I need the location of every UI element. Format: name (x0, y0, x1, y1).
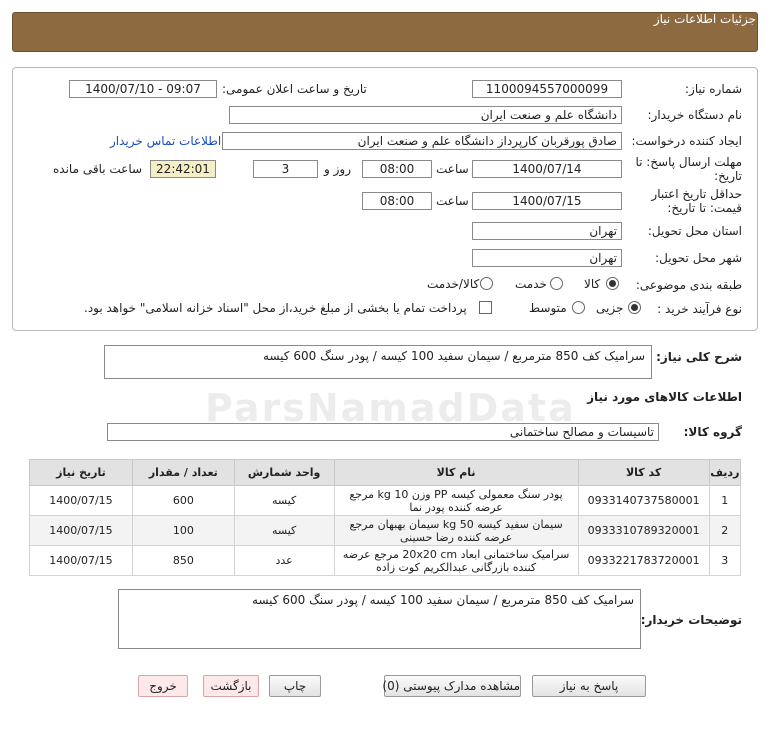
purchase-type-label: نوع فرآیند خرید : (657, 302, 742, 316)
col-header-code: کد کالا (578, 460, 709, 486)
delivery-province-label: استان محل تحویل: (647, 224, 742, 238)
purchase-type-radio-minor[interactable] (628, 301, 641, 314)
cell-name: سرامیک ساختمانی ابعاد 20x20 cm مرجع عرضه کننده بازرگانی عبدالکریم کوت زاده (334, 546, 578, 576)
buyer-org-label: نام دستگاه خریدار: (647, 108, 742, 122)
category-radio-service[interactable] (550, 277, 563, 290)
category-radio-goods-service[interactable] (480, 277, 493, 290)
time-remaining-field: 22:42:01 (150, 160, 216, 178)
days-remaining-field: 3 (253, 160, 318, 178)
cell-row: 3 (709, 546, 740, 576)
days-remaining-label: روز و (324, 162, 351, 176)
cell-qty: 100 (132, 516, 234, 546)
page-title: جزئیات اطلاعات نیاز (653, 12, 756, 26)
price-validity-label: حداقل تاریخ اعتبار قیمت: تا تاریخ: (651, 187, 742, 215)
view-attachments-button[interactable]: مشاهده مدارک پیوستی (0) (384, 675, 521, 697)
price-validity-time-label: ساعت (436, 194, 469, 208)
cell-date: 1400/07/15 (30, 546, 133, 576)
cell-code: 0933140737580001 (578, 486, 709, 516)
delivery-city-label: شهر محل تحویل: (655, 251, 742, 265)
delivery-city-field: تهران (472, 249, 622, 267)
goods-group-field: تاسیسات و مصالح ساختمانی (107, 423, 659, 441)
cell-code: 0933221783720001 (578, 546, 709, 576)
cell-unit: کیسه (234, 516, 334, 546)
category-option-goods: کالا (584, 277, 601, 291)
cell-name: سیمان سفید کیسه 50 kg سیمان بهبهان مرجع عرضه کننده رضا حسینی (334, 516, 578, 546)
cell-row: 2 (709, 516, 740, 546)
table-row (30, 486, 741, 516)
cell-date: 1400/07/15 (30, 486, 133, 516)
buyer-notes-label: توضیحات خریدار: (640, 613, 742, 627)
announce-datetime-label: تاریخ و ساعت اعلان عمومی: (222, 82, 367, 96)
cell-qty: 850 (132, 546, 234, 576)
cell-qty: 600 (132, 486, 234, 516)
purchase-type-option-minor: جزیی (596, 301, 624, 315)
col-header-row: ردیف (709, 460, 740, 486)
price-validity-date-field: 1400/07/15 (472, 192, 622, 210)
cell-name: پودر سنگ معمولی کیسه PP وزن 10 kg مرجع عرضه کننده پودر نما (334, 486, 578, 516)
cell-unit: کیسه (234, 486, 334, 516)
time-remaining-label: ساعت باقی مانده (53, 162, 143, 176)
cell-row: 1 (709, 486, 740, 516)
buyer-notes-box: سرامیک کف 850 مترمربع / سیمان سفید 100 کیسه / پودر سنگ 600 کیسه (118, 589, 641, 649)
col-header-date: تاریخ نیاز (30, 460, 133, 486)
purchase-type-option-medium: متوسط (529, 301, 567, 315)
treasury-payment-checkbox[interactable] (479, 301, 492, 314)
exit-button[interactable]: خروج (138, 675, 188, 697)
requester-field: صادق پورقربان کارپرداز دانشگاه علم و صنعت ایران (222, 132, 622, 150)
summary-label: شرح کلی نیاز: (656, 350, 742, 364)
category-option-goods-service: کالا/خدمت (427, 277, 480, 291)
page-header (12, 12, 758, 52)
need-number-field: 1100094557000099 (472, 80, 622, 98)
goods-info-title: اطلاعات کالاهای مورد نیاز (587, 390, 742, 404)
deadline-time-label: ساعت (436, 162, 469, 176)
deadline-label: مهلت ارسال پاسخ: تا تاریخ: (635, 155, 742, 183)
table-header-row (30, 460, 741, 486)
deadline-date-field: 1400/07/14 (472, 160, 622, 178)
table-row (30, 516, 741, 546)
col-header-unit: واحد شمارش (234, 460, 334, 486)
cell-code: 0933310789320001 (578, 516, 709, 546)
watermark: ParsNamadData (205, 386, 576, 430)
items-table (29, 459, 741, 576)
category-label: طبقه بندی موضوعی: (635, 278, 742, 292)
col-header-qty: تعداد / مقدار (132, 460, 234, 486)
buyer-org-field: دانشگاه علم و صنعت ایران (229, 106, 622, 124)
cell-date: 1400/07/15 (30, 516, 133, 546)
table-row (30, 546, 741, 576)
price-validity-time-field: 08:00 (362, 192, 432, 210)
announce-datetime-field: 1400/07/10 - 09:07 (69, 80, 217, 98)
treasury-payment-note: پرداخت تمام یا بخشی از مبلغ خرید،از محل "اسناد خزانه اسلامی" خواهد بود. (84, 301, 467, 315)
delivery-province-field: تهران (472, 222, 622, 240)
reply-button[interactable]: پاسخ به نیاز (532, 675, 646, 697)
deadline-time-field: 08:00 (362, 160, 432, 178)
category-option-service: خدمت (515, 277, 547, 291)
back-button[interactable]: بازگشت (203, 675, 259, 697)
goods-group-label: گروه کالا: (683, 425, 742, 439)
category-radio-goods[interactable] (606, 277, 619, 290)
col-header-name: نام کالا (334, 460, 578, 486)
print-button[interactable]: چاپ (269, 675, 321, 697)
buyer-contact-link[interactable]: اطلاعات تماس خریدار (110, 134, 222, 148)
summary-box: سرامیک کف 850 مترمربع / سیمان سفید 100 کیسه / پودر سنگ 600 کیسه (104, 345, 652, 379)
requester-label: ایجاد کننده درخواست: (631, 134, 742, 148)
cell-unit: عدد (234, 546, 334, 576)
need-number-label: شماره نیاز: (685, 82, 742, 96)
purchase-type-radio-medium[interactable] (572, 301, 585, 314)
